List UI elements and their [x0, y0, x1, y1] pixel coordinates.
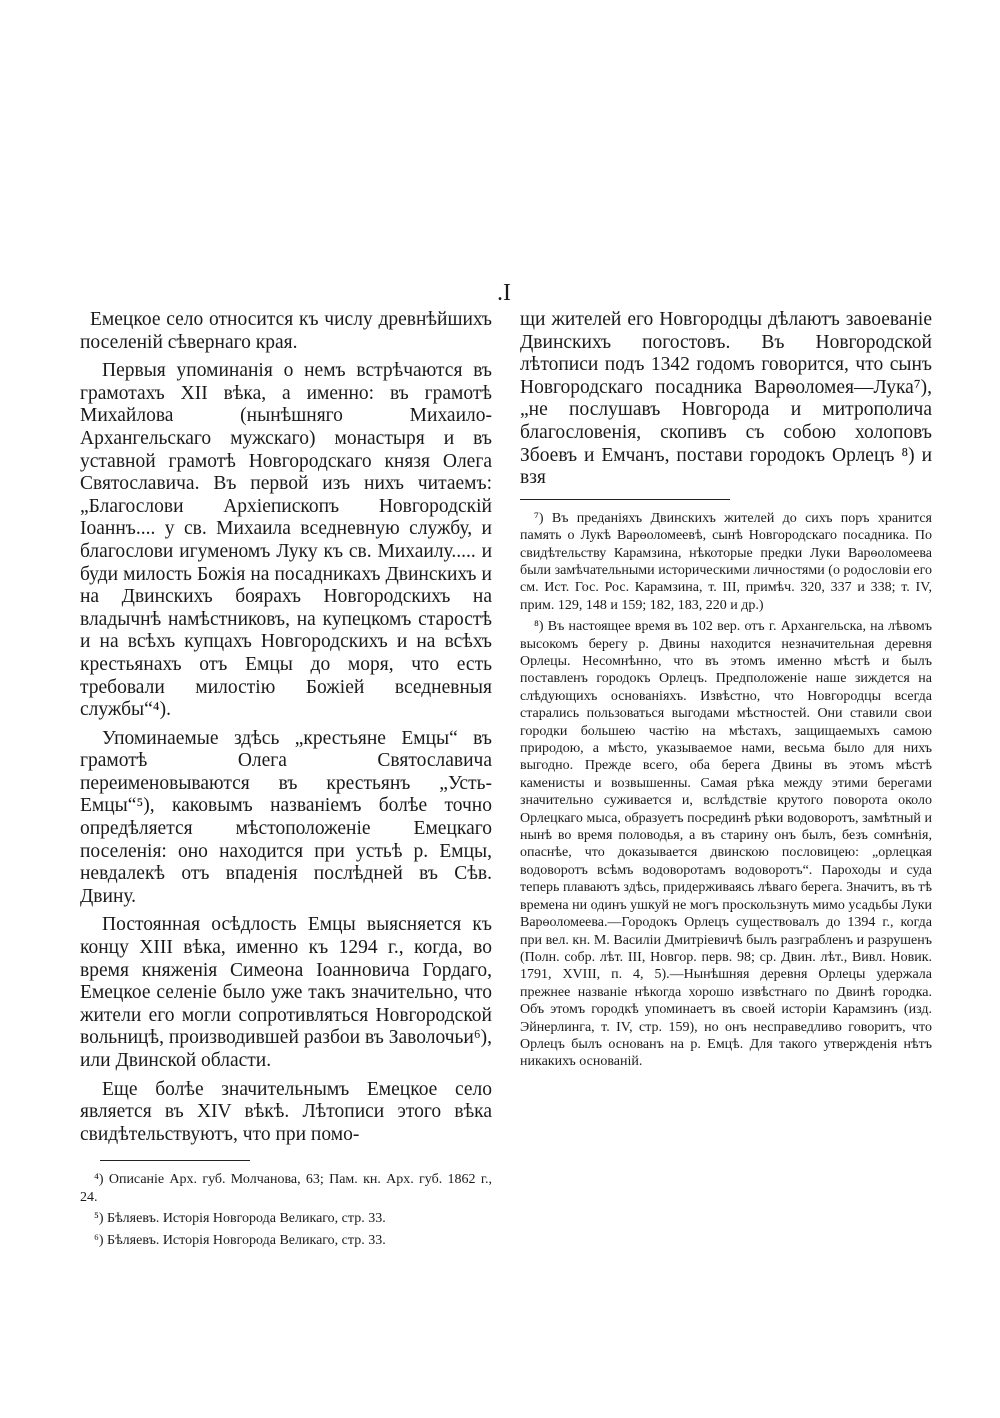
footnote: ⁶) Бѣляевъ. Исторія Новгорода Великаго, стр. 33. [94, 1232, 386, 1248]
paragraph: Постоянная осѣдлость Емцы выясняется къ концу XIII вѣка, именно къ 1294 г., когда, во время княженія Симеона Іоанновича Гордаго, Емецкое селеніе было уже такъ значительно, что жители его могли сопротивляться Новгородской вольницѣ, производившей разбои въ Заволочьи⁶), или Двинской области. [80, 914, 492, 1071]
footnote: ⁷) Въ преданіяхъ Двинскихъ жителей до сихъ поръ хранится память о Лукѣ Варѳоломеевѣ, сынѣ Новгородскаго посадника. По свидѣтельству Карамзина, нѣкоторые предки Луки Варѳоломеева были замѣчательными историческими личностями (о родословіи его см. Ист. Гос. Рос. Карамзина, т. III, примѣч. 320, 337 и 338; т. IV, прим. 129, 148 и 159; 182, 183, 220 и др.) [520, 510, 932, 613]
footnote: ⁸) Въ настоящее время въ 102 вер. отъ г. Архангельска, на лѣвомъ высокомъ берегу р. Двины находится незначительная деревня Орлецы. Несомнѣнно, что въ этомъ именно мѣстѣ и былъ поставленъ городокъ Орлецъ. Предположеніе наше зиждется на слѣдующихъ основаніяхъ. Извѣстно, что Новгородцы всегда старались пользоваться выгодами мѣстностей. Они ставили свои городки большею частію на мѣстахъ, защищаемыхъ самою природою, а мѣсто, указываемое нами, весьма было для нихъ выгодно. Прежде всего, оба берега Двины въ этомъ мѣстѣ каменисты и возвышенны. Самая рѣка между этими берегами значительно суживается и, вслѣдствіе крутого поворота около Орлецкаго мыса, образуетъ посрединѣ рѣки водоворотъ, замѣтный и нынѣ во время половодья, а въ старину онъ былъ, безъ сомнѣнія, опаснѣе, что доказывается двинскою пословицею: „орлецкая водоворотъ всѣмъ водоворотамъ водоворотъ“. Пароходы и суда теперь плаваютъ здѣсь, придерживаясь лѣваго берега. Значитъ, въ тѣ времена ни одинъ ушкуй не могъ проскользнуть мимо усадьбы Луки Варѳоломеева.—Городокъ Орлецъ существовалъ до 1394 г., когда при вел. кн. М. Василіи Дмитріевичѣ былъ разграбленъ и разрушенъ (Полн. собр. лѣт. III, Новгор. перв. 98; ср. Двин. лѣт., Вивл. Новик. 1791, XVIII, п. 4, 5).—Нынѣшняя деревня Орлецы удержала прежнее названіе нѣкогда хорошо извѣстнаго по Двинѣ городка. Объ этомъ городкѣ упоминаетъ въ своей исторіи Карамзинъ (изд. Эйнерлинга, т. IV, стр. 159), но онъ несправедливо говоритъ, что Орлецъ былъ основанъ на р. Емцѣ. Для такого утвержденія нѣтъ никакихъ основаній. [520, 619, 932, 1070]
paragraph: щи жителей его Новгородцы дѣлаютъ завоеваніе Двинскихъ погостовъ. Въ Новгородской лѣтописи подъ 1342 годомъ говорится, что сынъ Новгородскаго посадника Варѳоломея—Лука⁷), „не послушавъ Новгорода и митрополича благословенія, скопивъ съ собою холоповъ Збоевъ и Емчанъ, постави городокъ Орлецъ ⁸) и взя [520, 309, 932, 489]
page-number: .I [497, 280, 511, 306]
paragraph: Еще болѣе значительнымъ Емецкое село является въ XIV вѣкѣ. Лѣтописи этого вѣка свидѣтельствуютъ, что при помо- [80, 1078, 492, 1145]
paragraph: Первыя упоминанія о немъ встрѣчаются въ грамотахъ XII вѣка, а именно: въ грамотѣ Михайлова (нынѣшняго Михаило-Архангельскаго мужскаго) монастыря и въ уставной грамотѣ Новгородскаго князя Олега Святославича. Въ первой изъ нихъ читаемъ: „Благослови Архіепископъ Новгородскій Іоаннъ.... у св. Михаила вседневную службу, и благослови игуменомъ Луку къ св. Михаилу..... и буди милость Божія на посадникахъ Двинскихъ и на Двинскихъ боярахъ Новгородскихъ на владычнѣ намѣстниковъ, на купецкомъ старостѣ и на всѣхъ купцахъ Новгородскихъ и на всѣхъ крестьянахъ отъ Емцы до моря, что есть требовали милостію Божіей вседневныя службы“⁴). [80, 360, 492, 721]
footnote-divider [520, 499, 730, 500]
left-body-text [80, 309, 492, 1146]
footnote: ⁴) Описаніе Арх. губ. Молчанова, 63; Пам. кн. Арх. губ. 1862 г., 24. [80, 1172, 492, 1205]
left-footnotes [80, 1171, 492, 1249]
paragraph: Упоминаемые здѣсь „крестьяне Емцы“ въ грамотѣ Олега Святославича переименовываются въ крестьянъ „Усть-Емцы“⁵), каковымъ названіемъ болѣе точно опредѣляется мѣстоположеніе Емецкаго поселенія: оно находится при устьѣ р. Емцы, невдалекѣ отъ впаденія послѣдней въ Сѣв. Двину. [80, 727, 492, 907]
right-column [520, 309, 932, 1071]
right-footnotes [520, 510, 932, 1071]
footnote-divider [100, 1160, 250, 1161]
left-column [80, 309, 492, 1249]
right-body-text [520, 309, 932, 490]
paragraph: Емецкое село относится къ числу древнѣйшихъ поселеній сѣвернаго края. [80, 309, 492, 353]
footnote: ⁵) Бѣляевъ. Исторія Новгорода Великаго, стр. 33. [94, 1211, 386, 1227]
